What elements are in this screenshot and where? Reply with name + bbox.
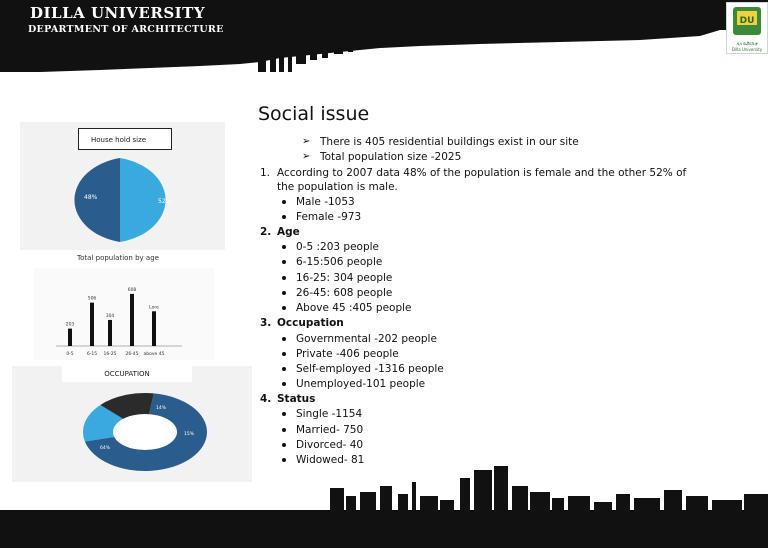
bullet-male: Male -1053 [296,196,355,208]
bullet-icon [282,443,286,447]
arrow-marker-icon: ➢ [302,151,311,162]
occupation-donut-chart [80,392,210,474]
bullet-icon [282,215,286,219]
department-name: DEPARTMENT OF ARCHITECTURE [28,24,224,35]
age-data-label: 608 [127,287,137,293]
bullet-unemployed: Unemployed-101 people [296,378,426,390]
age-tick-label: 26-45 [125,352,139,357]
university-logo [726,2,768,54]
age-chart-title: Total population by age [77,254,159,262]
bullet-age-26-45: 26-45: 608 people [296,287,393,299]
age-data-label: 506 [87,296,97,302]
bullet-icon [282,367,286,371]
age-tick-label: 0-5 [66,352,74,357]
bullet-married: Married- 750 [296,424,364,436]
bullet-age-0-5: 0-5 :203 people [296,241,379,253]
bullet-icon [282,245,286,249]
arrow-item-buildings: There is 405 residential buildings exist in our site [320,136,579,148]
section-title-occupation: Occupation [277,317,344,329]
arrow-marker-icon: ➢ [302,136,311,147]
bullet-icon [282,428,286,432]
household-pie-chart [60,156,180,246]
bullet-private: Private -406 people [296,348,399,360]
item1-text-line1: According to 2007 data 48% of the population is female and the other 52% of [277,167,687,179]
list-number: 3. [260,317,272,329]
age-bar-16-25 [108,320,112,346]
bullet-self-employed: Self-employed -1316 people [296,363,444,375]
bullet-widowed: Widowed- 81 [296,454,365,466]
donut-label-64: 64% [100,446,111,451]
pie-label-52: 52% [158,198,172,205]
age-bar-6-15 [90,303,94,346]
age-tick-label: 6-15 [86,352,98,357]
bullet-icon [282,306,286,310]
list-number: 4. [260,393,272,405]
bullet-icon [282,260,286,264]
age-data-label: 304 [105,313,115,319]
list-number: 2. [260,226,272,238]
age-data-label: Lore [149,305,159,311]
logo-caption-amharic: ዲላ ዩኒቨርሲቲ [736,41,758,46]
age-tick-label: above 45 [143,352,165,357]
occupation-chart-title: OCCUPATION [62,366,192,382]
bullet-single: Single -1154 [296,408,363,420]
bullet-governmental: Governmental -202 people [296,333,437,345]
bullet-icon [282,412,286,416]
bullet-age-16-25: 16-25: 304 people [296,272,393,284]
bullet-female: Female -973 [296,211,362,223]
bullet-icon [282,276,286,280]
footer-skyline-banner [0,466,768,548]
svg-text:DU: DU [739,16,755,26]
university-name: DILLA UNIVERSITY [30,4,206,22]
bullet-icon [282,291,286,295]
logo-emblem-icon [727,3,767,41]
item1-text-line2: the population is male. [277,181,398,193]
list-number: 1. [260,167,271,179]
bullet-icon [282,458,286,462]
age-bar-26-45 [130,294,134,346]
age-bar-chart [34,268,214,360]
donut-label-15: 15% [184,432,195,437]
pie-label-48: 48% [84,194,98,201]
age-tick-label: 16-25 [103,352,117,357]
bullet-divorced: Divorced- 40 [296,439,364,451]
bullet-age-above-45: Above 45 :405 people [296,302,412,314]
age-bar-above-45 [152,311,156,346]
arrow-item-population: Total population size -2025 [320,151,462,163]
logo-caption-english: Dilla University [731,47,763,52]
bullet-age-6-15: 6-15:506 people [296,256,383,268]
page-title: Social issue [258,103,370,125]
bullet-icon [282,200,286,204]
bullet-icon [282,382,286,386]
bullet-icon [282,337,286,341]
bullet-icon [282,352,286,356]
donut-hole [113,414,177,450]
section-title-age: Age [277,226,300,238]
age-data-label: 203 [65,322,75,328]
donut-label-14: 14% [156,406,167,411]
household-chart-title: House hold size [78,128,172,150]
age-bar-0-5 [68,329,72,346]
section-title-status: Status [277,393,316,405]
